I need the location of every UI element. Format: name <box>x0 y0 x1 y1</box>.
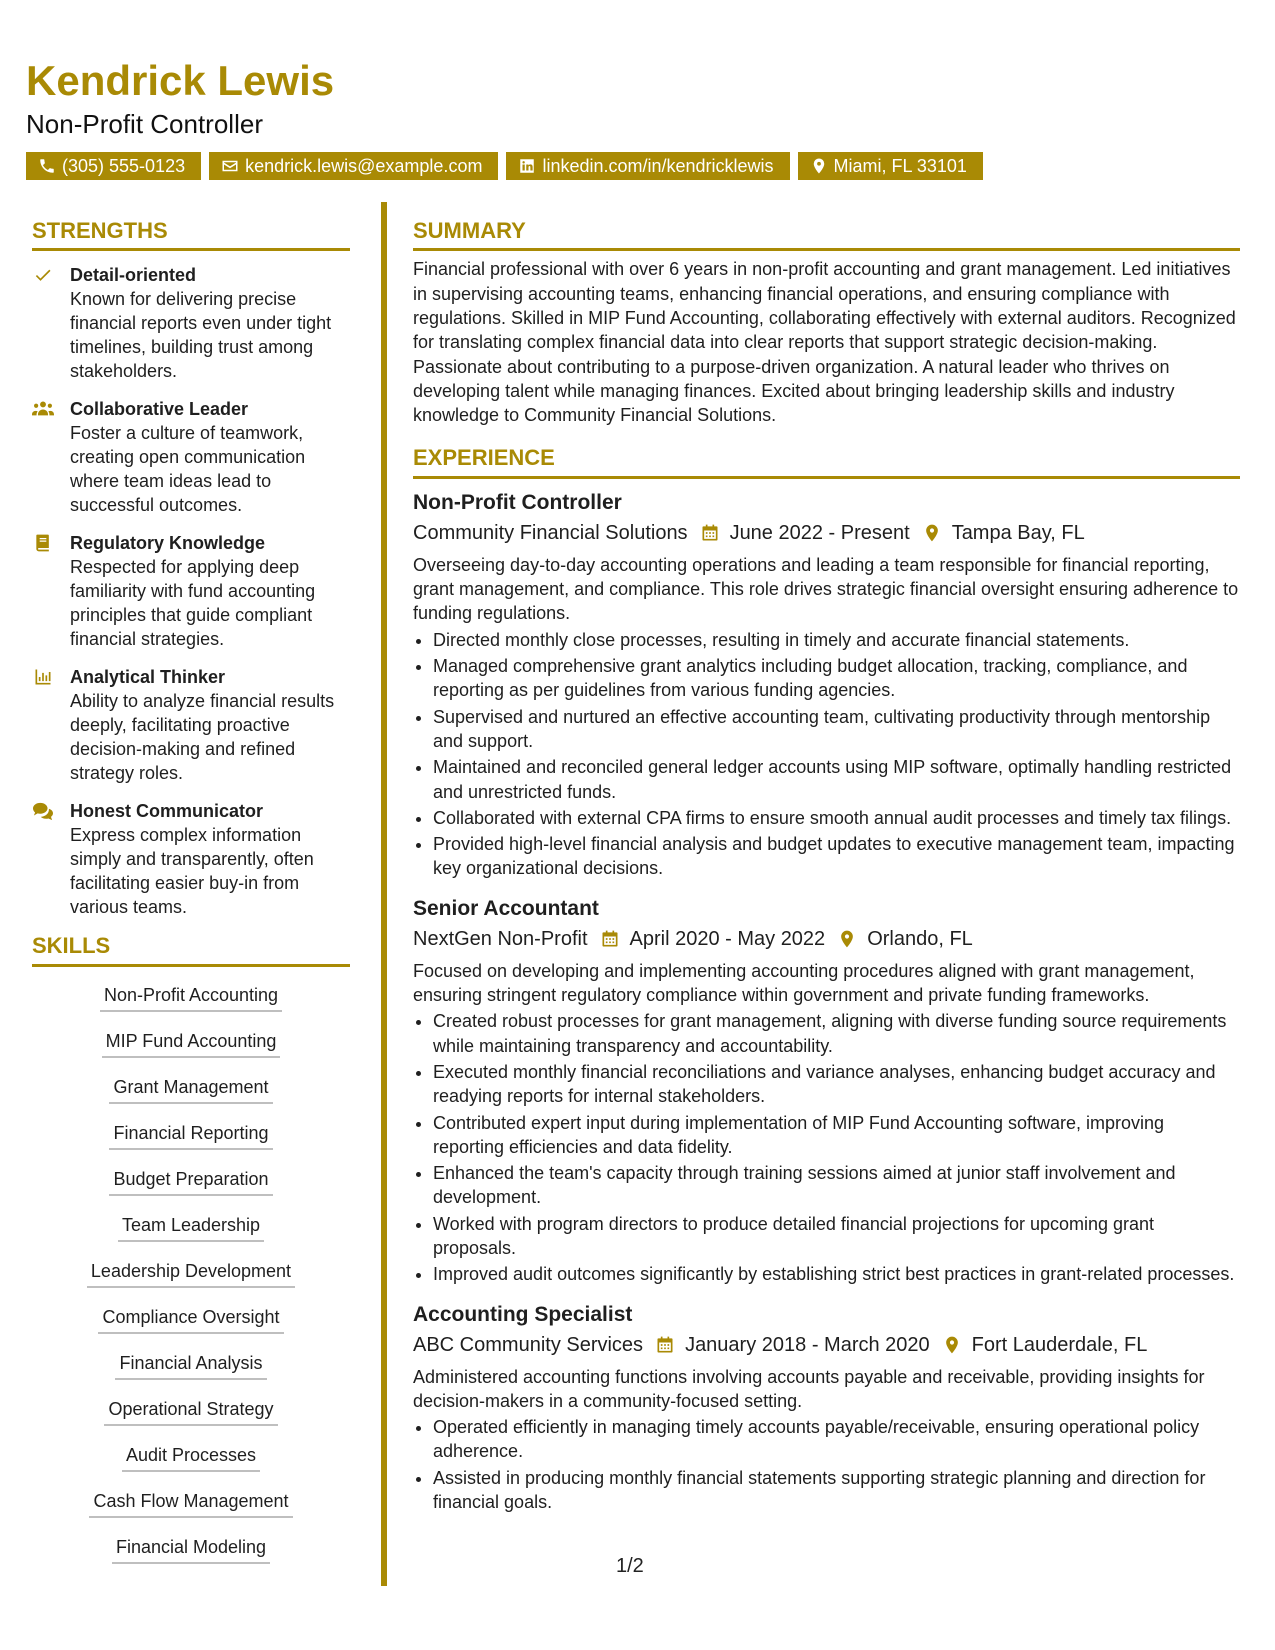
page-number: 1/2 <box>616 1555 644 1577</box>
bullet-item: • Contributed expert input during implementation of MIP Fund Accounting software, improving reporting efficiencies and data fidelity. <box>433 1111 1240 1160</box>
job-description: Overseeing day-to-day accounting operations and leading a team responsible for financial reporting, grant management, and compliance. This role drives strategic financial oversight ensuring adherence to funding regulations. <box>413 554 1239 624</box>
map-pin-icon <box>942 1335 962 1355</box>
skill-item: Financial Analysis <box>115 1347 266 1380</box>
skill-item: Financial Reporting <box>109 1117 272 1150</box>
skill-item: Leadership Development <box>87 1255 295 1288</box>
summary-text: Financial professional with over 6 years in non-profit accounting and grant management. Led initiatives in supervising accounting teams, enhancing financial operations, and ensuring compliance with regulations. Skilled in MIP Fund Accounting, collaborating effectively with external auditors. Recognized for translating complex financial data into clear reports that support strategic decision-making. Passionate about contributing to a purpose-driven organization. A natural leader who thrives on developing talent while managing finances. Excited about bringing leadership skills and industry knowledge to Community Financial Solutions. <box>413 259 1236 426</box>
job-entry <box>413 895 1240 1287</box>
linkedin-icon <box>518 157 536 175</box>
job-location: Fort Lauderdale, FL <box>971 1333 1148 1356</box>
job-company: ABC Community Services <box>413 1333 644 1356</box>
skills-heading: SKILLS <box>32 933 350 966</box>
bullet-item: • Executed monthly financial reconciliations and variance analyses, enhancing budget accuracy and readying reports for internal stakeholders. <box>433 1060 1240 1109</box>
strength-item <box>32 397 350 517</box>
bullet-item: • Supervised and nurtured an effective accounting team, cultivating productivity through mentorship and support. <box>433 705 1240 754</box>
users-icon <box>32 399 54 419</box>
job-meta <box>413 1331 1240 1359</box>
job-bullets <box>413 628 1240 881</box>
job-bullets <box>413 1415 1240 1514</box>
chart-icon <box>32 667 54 687</box>
contact-email-text: kendrick.lewis@example.com <box>245 156 483 176</box>
contact-email[interactable] <box>209 152 498 180</box>
skill-item: Compliance Oversight <box>98 1301 283 1334</box>
resume-title: Non-Profit Controller <box>26 109 263 139</box>
strength-desc: Foster a culture of teamwork, creating open communication where team ideas lead to successful outcomes. <box>70 423 306 516</box>
job-meta <box>413 519 1240 547</box>
skill-item: Grant Management <box>109 1071 272 1104</box>
check-icon <box>32 265 54 285</box>
job-dates: April 2020 - May 2022 <box>629 927 826 950</box>
phone-icon <box>38 157 56 175</box>
job-dates: June 2022 - Present <box>729 521 910 544</box>
strength-title: Honest Communicator <box>70 801 264 822</box>
contact-linkedin-text: linkedin.com/in/kendricklewis <box>542 156 774 176</box>
job-location: Orlando, FL <box>867 927 973 950</box>
bullet-item: • Created robust processes for grant management, aligning with diverse funding source requirements while maintaining transparency and accountability. <box>433 1009 1240 1058</box>
strength-title: Regulatory Knowledge <box>70 533 266 554</box>
strength-desc: Respected for applying deep familiarity with fund accounting principles that guide compliant financial strategies. <box>70 557 316 650</box>
job-location: Tampa Bay, FL <box>951 521 1085 544</box>
strength-item <box>32 799 350 919</box>
strength-title: Detail-oriented <box>70 265 197 286</box>
job-dates: January 2018 - March 2020 <box>685 1333 930 1356</box>
strength-item <box>32 665 350 785</box>
envelope-icon <box>221 157 239 175</box>
skill-item: Cash Flow Management <box>89 1485 292 1518</box>
strength-item <box>32 531 350 651</box>
strengths-list <box>32 263 350 919</box>
bullet-item: • Collaborated with external CPA firms to ensure smooth annual audit processes and timely tax filings. <box>433 806 1240 830</box>
skill-item: MIP Fund Accounting <box>102 1025 281 1058</box>
contact-linkedin[interactable] <box>506 152 789 180</box>
calendar-icon <box>700 523 720 543</box>
bullet-item: • Directed monthly close processes, resulting in timely and accurate financial statements. <box>433 628 1240 652</box>
calendar-icon <box>600 929 620 949</box>
strength-item <box>32 263 350 383</box>
skill-item: Audit Processes <box>122 1439 260 1472</box>
skill-item: Operational Strategy <box>104 1393 277 1426</box>
bullet-item: • Managed comprehensive grant analytics including budget allocation, tracking, compliance, and reporting as per guidelines from various funding agencies. <box>433 654 1240 703</box>
job-bullets <box>413 1009 1240 1286</box>
bullet-item: • Worked with program directors to produce detailed financial projections for upcoming grant proposals. <box>433 1212 1240 1261</box>
skill-item: Budget Preparation <box>109 1163 272 1196</box>
book-icon <box>32 533 54 553</box>
experience-heading: EXPERIENCE <box>413 445 1240 478</box>
job-company: NextGen Non-Profit <box>413 927 588 950</box>
map-pin-icon <box>922 523 942 543</box>
contact-phone-text: (305) 555-0123 <box>62 156 186 176</box>
resume-name: Kendrick Lewis <box>26 57 335 104</box>
bullet-item: • Operated efficiently in managing timely accounts payable/receivable, ensuring operational policy adherence. <box>433 1415 1240 1464</box>
skill-item: Non-Profit Accounting <box>100 979 282 1012</box>
map-pin-icon <box>837 929 857 949</box>
skill-item: Financial Modeling <box>112 1531 270 1564</box>
skills-list <box>32 979 350 1577</box>
column-divider <box>381 202 387 1586</box>
job-entry <box>413 1301 1240 1515</box>
bullet-item: • Assisted in producing monthly financial statements supporting strategic planning and direction for financial goals. <box>433 1466 1240 1515</box>
calendar-icon <box>655 1335 675 1355</box>
job-description: Focused on developing and implementing accounting procedures aligned with grant management, ensuring stringent regulatory compliance within government and private funding frameworks. <box>413 960 1195 1006</box>
contact-location-text: Miami, FL 33101 <box>833 156 967 176</box>
strength-desc: Express complex information simply and transparently, often facilitating easier buy-in from various teams. <box>70 825 314 918</box>
summary-heading: SUMMARY <box>413 218 1240 251</box>
left-column <box>32 218 350 1577</box>
job-company: Community Financial Solutions <box>413 521 688 544</box>
contact-phone[interactable] <box>26 152 201 180</box>
strengths-heading: STRENGTHS <box>32 218 350 251</box>
bullet-item: • Improved audit outcomes significantly by establishing strict best practices in grant-related processes. <box>433 1262 1240 1286</box>
comments-icon <box>32 801 54 821</box>
contact-location <box>798 152 983 180</box>
right-column <box>413 218 1240 1516</box>
bullet-item: • Provided high-level financial analysis and budget updates to executive management team, impacting key organizational decisions. <box>433 832 1240 881</box>
job-description: Administered accounting functions involving accounts payable and receivable, providing insights for decision-makers in a community-focused setting. <box>413 1366 1205 1411</box>
job-meta <box>413 925 1240 953</box>
bullet-item: • Maintained and reconciled general ledger accounts using MIP software, optimally handling restricted and unrestricted funds. <box>433 755 1240 804</box>
skill-item: Team Leadership <box>118 1209 264 1242</box>
strength-desc: Ability to analyze financial results deeply, facilitating proactive decision-making and refined strategy roles. <box>70 691 335 784</box>
contact-bar <box>26 152 983 180</box>
job-title: Non-Profit Controller <box>413 490 622 514</box>
strength-title: Analytical Thinker <box>70 667 226 688</box>
job-title: Accounting Specialist <box>413 1302 633 1326</box>
job-entry <box>413 489 1240 881</box>
bullet-item: • Enhanced the team's capacity through training sessions aimed at junior staff involvement and development. <box>433 1161 1240 1210</box>
job-title: Senior Accountant <box>413 896 599 920</box>
map-pin-icon <box>810 157 828 175</box>
strength-title: Collaborative Leader <box>70 399 249 420</box>
strength-desc: Known for delivering precise financial reports even under tight timelines, building trust among stakeholders. <box>70 289 332 382</box>
